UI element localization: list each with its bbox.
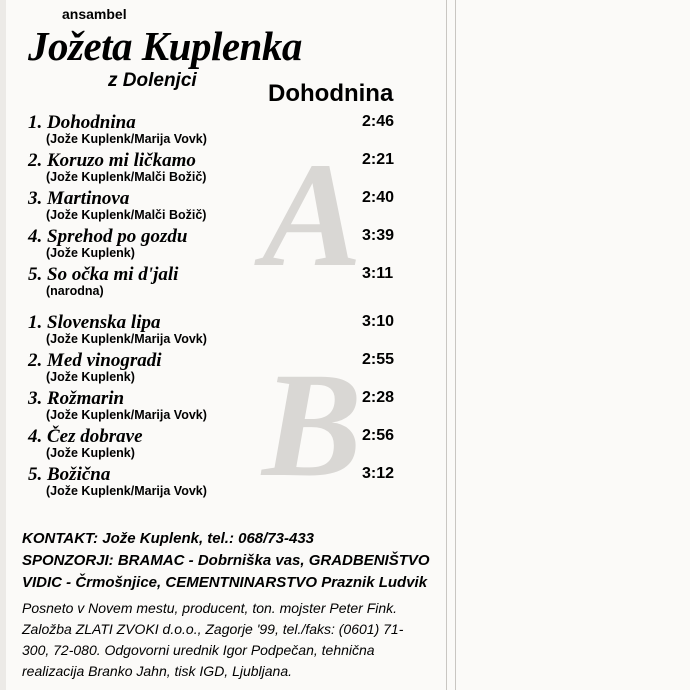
track-author: (Jože Kuplenk) xyxy=(46,246,135,260)
track-row xyxy=(0,350,446,388)
track-time: 2:56 xyxy=(362,427,395,444)
track-time: 3:39 xyxy=(362,227,395,244)
track-time: 3:10 xyxy=(362,313,395,330)
track-row xyxy=(0,112,446,150)
credits-line: realizacija Branko Jahn, tisk IGD, Ljubljana. xyxy=(22,663,293,679)
track-author: (narodna) xyxy=(46,284,104,298)
header-ansambel-label: ansambel xyxy=(62,6,127,22)
side-a-watermark: A xyxy=(262,132,363,298)
track-row xyxy=(0,464,446,502)
track-author: (Jože Kuplenk) xyxy=(46,446,135,460)
track-title: 4. Čez dobrave xyxy=(28,426,143,447)
track-author: (Jože Kuplenk/Marija Vovk) xyxy=(46,132,207,146)
track-row xyxy=(0,150,446,188)
track-author: (Jože Kuplenk/Malči Božič) xyxy=(46,170,207,184)
track-title: 1. Slovenska lipa xyxy=(28,312,161,333)
track-author: (Jože Kuplenk/Marija Vovk) xyxy=(46,484,207,498)
track-row xyxy=(0,312,446,350)
track-author: (Jože Kuplenk/Malči Božič) xyxy=(46,208,207,222)
track-time: 3:11 xyxy=(362,265,394,282)
side-a-tracklist xyxy=(0,112,446,302)
track-title: 3. Rožmarin xyxy=(28,388,125,409)
credits-block xyxy=(22,598,436,682)
track-title: 3. Martinova xyxy=(28,188,130,209)
fold-line-2 xyxy=(455,0,456,690)
sponsors-line-2: VIDIC - Črmošnjice, CEMENTNINARSTVO Praznik Ludvik xyxy=(22,574,428,591)
track-row xyxy=(0,426,446,464)
track-time: 2:28 xyxy=(362,389,395,406)
track-title: 2. Med vinogradi xyxy=(28,350,162,371)
credits-line: Založba ZLATI ZVOKI d.o.o., Zagorje '99, tel./faks: (0601) 71- xyxy=(22,621,404,637)
album-title: Dohodnina xyxy=(268,80,394,107)
fold-line-1 xyxy=(446,0,447,690)
track-row xyxy=(0,388,446,426)
track-title: 2. Koruzo mi ličkamo xyxy=(28,150,196,171)
track-row xyxy=(0,226,446,264)
track-time: 2:46 xyxy=(362,113,395,130)
credits-line: Posneto v Novem mestu, producent, ton. mojster Peter Fink. xyxy=(22,600,398,616)
credits-line: 300, 72-080. Odgovorni urednik Igor Podpečan, tehnična xyxy=(22,642,375,658)
band-subtitle: z Dolenjci xyxy=(108,70,197,91)
contact-line: KONTAKT: Jože Kuplenk, tel.: 068/73-433 xyxy=(22,530,315,547)
track-time: 2:55 xyxy=(362,351,395,368)
jcard-spine-panel xyxy=(446,0,690,690)
track-title: 1. Dohodnina xyxy=(28,112,136,133)
contact-block xyxy=(22,528,442,594)
track-time: 2:21 xyxy=(362,151,395,168)
band-name: Jožeta Kuplenka xyxy=(28,23,302,69)
track-row xyxy=(0,188,446,226)
track-author: (Jože Kuplenk) xyxy=(46,370,135,384)
track-listing xyxy=(0,112,446,508)
track-author: (Jože Kuplenk/Marija Vovk) xyxy=(46,332,207,346)
track-author: (Jože Kuplenk/Marija Vovk) xyxy=(46,408,207,422)
track-title: 4. Sprehod po gozdu xyxy=(28,226,188,247)
sponsors-line: SPONZORJI: BRAMAC - Dobrniška vas, GRADBENIŠTVO xyxy=(22,552,430,569)
track-row xyxy=(0,264,446,302)
side-b-tracklist xyxy=(0,312,446,508)
side-b-watermark: B xyxy=(262,342,363,508)
track-time: 3:12 xyxy=(362,465,395,482)
track-time: 2:40 xyxy=(362,189,395,206)
track-title: 5. Božična xyxy=(28,464,111,485)
track-title: 5. So očka mi d'jali xyxy=(28,264,179,285)
